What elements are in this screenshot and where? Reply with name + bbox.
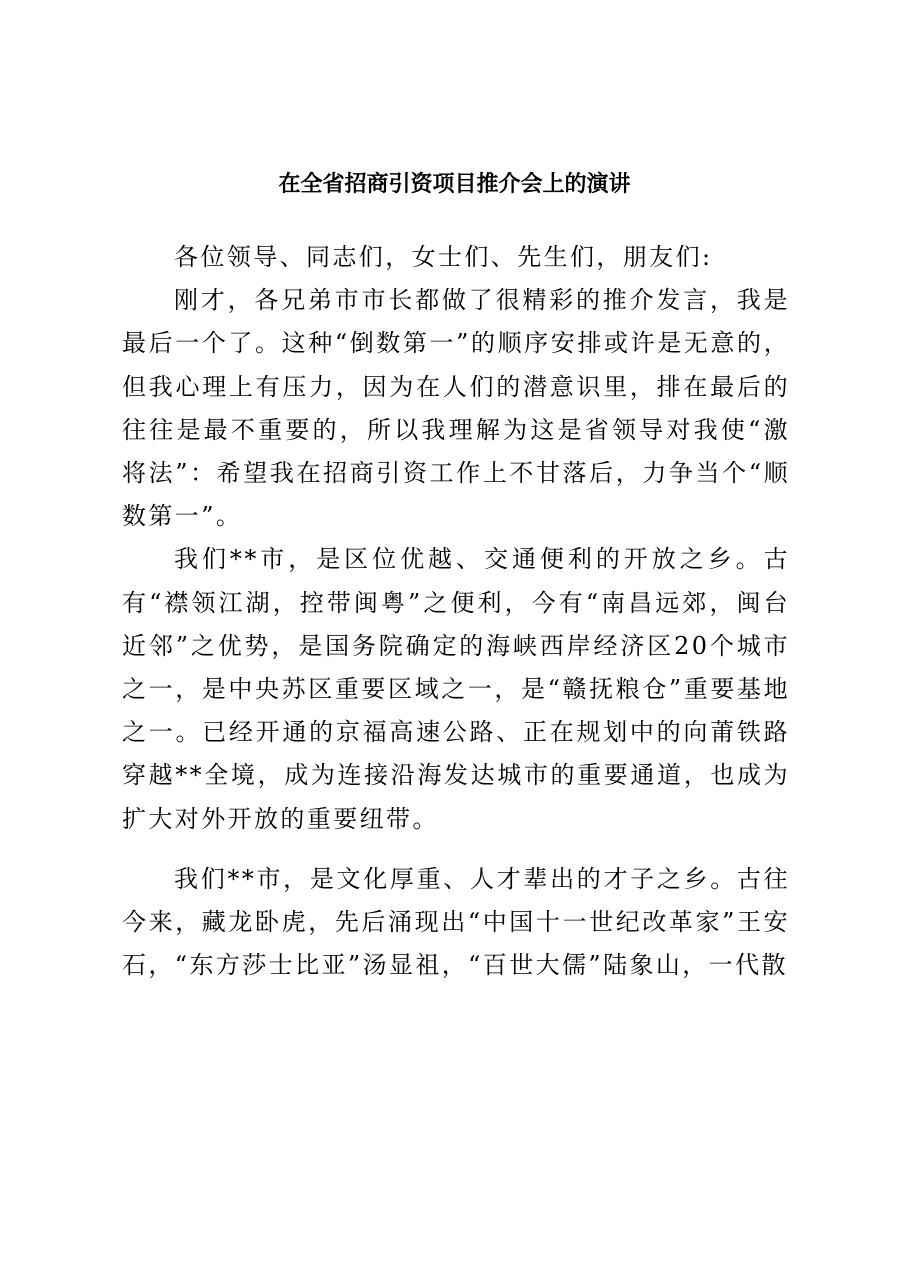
paragraph-opening: 刚才，各兄弟市市长都做了很精彩的推介发言，我是最后一个了。这种“倒数第一”的顺序安排或许是无意的，但我心理上有压力，因为在人们的潜意识里，排在最后的往往是最不重要的，所以我理解为这是省领导对我使“激将法”：希望我在招商引资工作上不甘落后，力争当个“顺数第一”。 — [122, 286, 790, 531]
document-body — [122, 236, 790, 987]
document-title: 在全省招商引资项目推介会上的演讲 — [278, 171, 631, 197]
paragraph-location: 我们**市，是区位优越、交通便利的开放之乡。古有“襟领江湖，控带闽粤”之便利，今有“南昌远郊，闽台近邻”之优势，是国务院确定的海峡西岸经济区20个城市之一，是中央苏区重要区域之一，是“赣抚粮仓”重要基地之一。已经开通的京福高速公路、正在规划中的向莆铁路穿越**全境，成为连接沿海发达城市的重要通道，也成为扩大对外开放的重要纽带。 — [122, 545, 790, 833]
salutation-paragraph: 各位领导、同志们，女士们、先生们，朋友们: — [174, 243, 713, 271]
paragraph-culture: 我们**市，是文化厚重、人才辈出的才子之乡。古往今来，藏龙卧虎，先后涌现出“中国十一世纪改革家”王安石，“东方莎士比亚”汤显祖，“百世大儒”陆象山，一代散 — [122, 864, 790, 980]
